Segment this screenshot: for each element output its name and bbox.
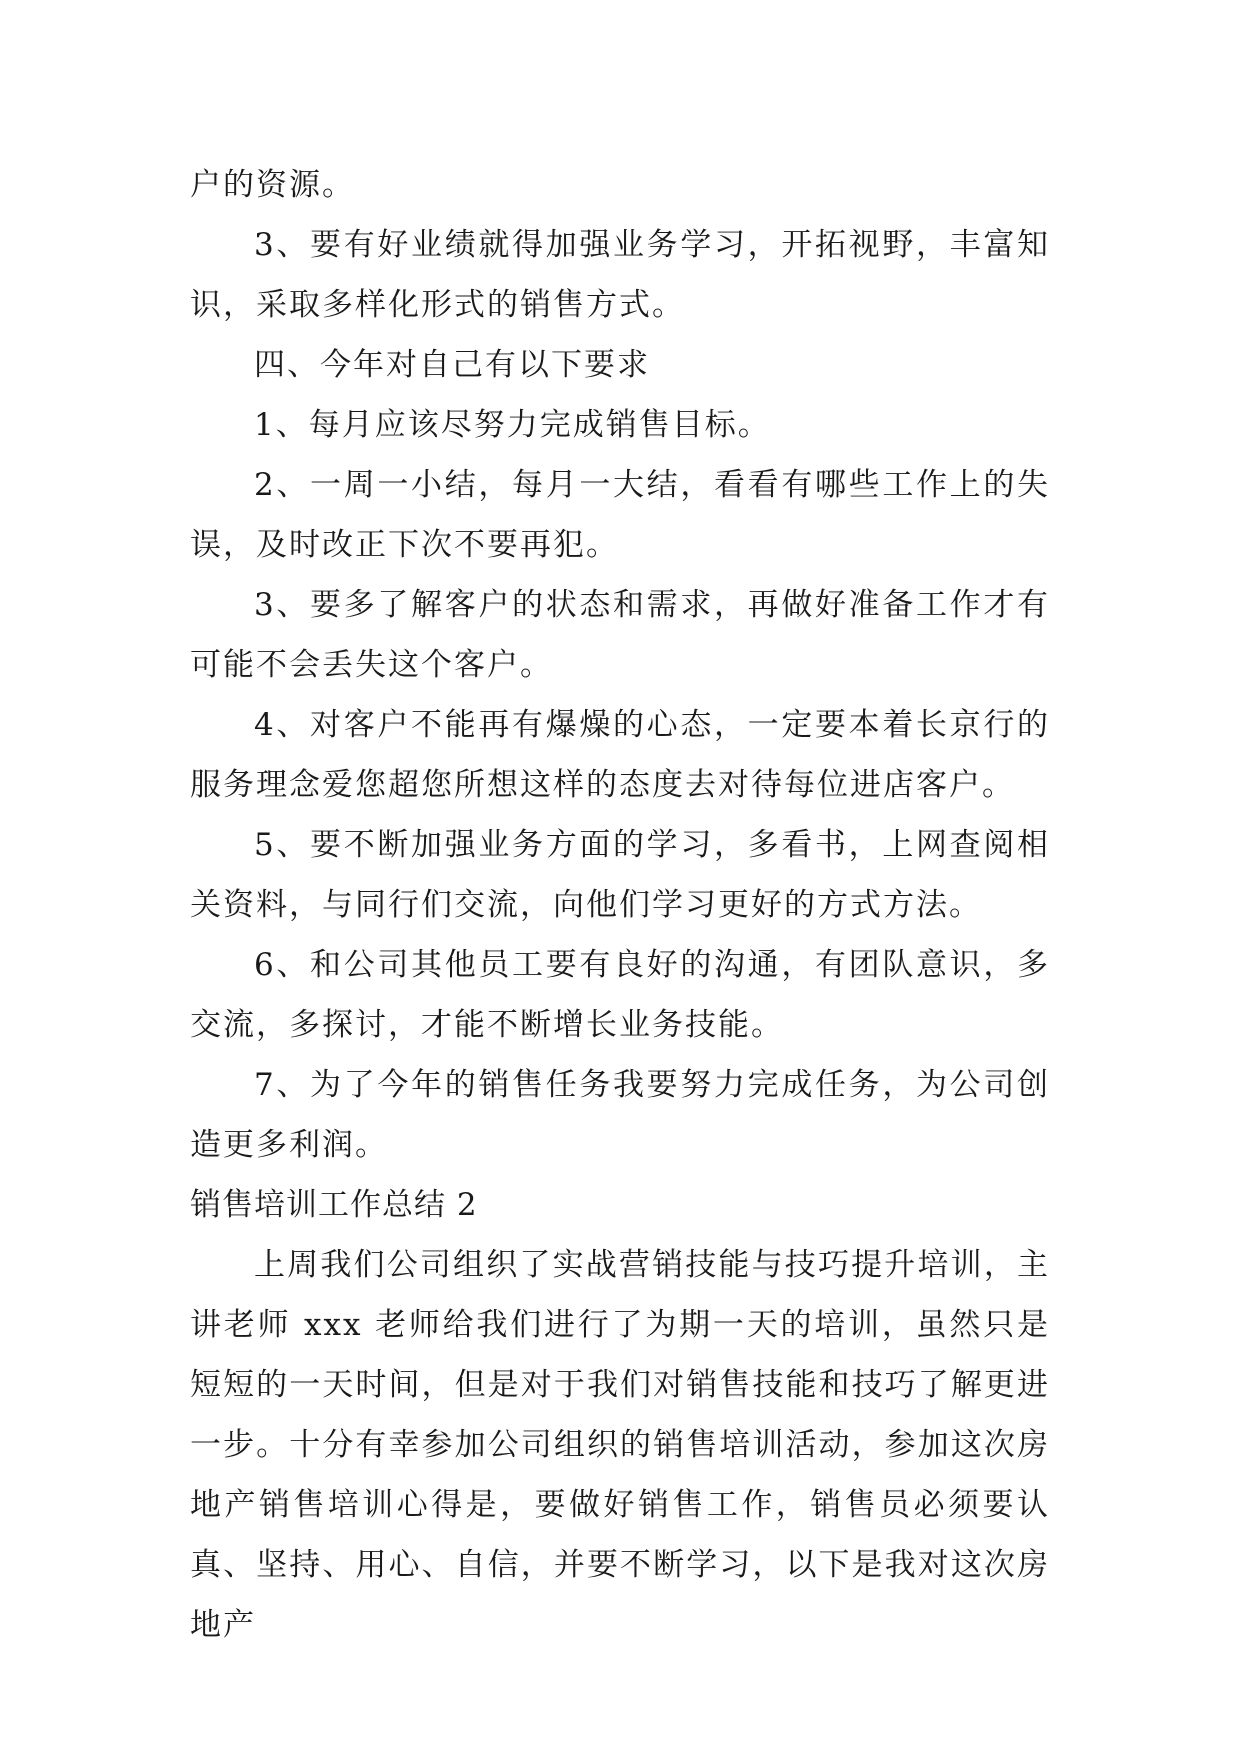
section-heading-four: 四、今年对自己有以下要求 — [254, 347, 650, 383]
paragraph-requirement-4: 4、对客户不能再有爆燥的心态，一定要本着长京行的服务理念爱您超您所想这样的态度去对待每位进店客户。 — [190, 707, 1050, 803]
paragraph-requirement-3: 3、要多了解客户的状态和需求，再做好准备工作才有可能不会丢失这个客户。 — [190, 587, 1050, 683]
paragraph-training-intro: 上周我们公司组织了实战营销技能与技巧提升培训，主讲老师 xxx 老师给我们进行了为期一天的培训，虽然只是短短的一天时间，但是对于我们对销售技能和技巧了解更进一步。十分有幸参加公司组织的销售培训活动，参加这次房地产销售培训心得是，要做好销售工作，销售员必须要认真、坚持、用心、自信，并要不断学习，以下是我对这次房地产 — [190, 1247, 1050, 1643]
document-body — [190, 155, 1050, 1655]
paragraph-requirement-5: 5、要不断加强业务方面的学习，多看书，上网查阅相关资料，与同行们交流，向他们学习更好的方式方法。 — [190, 827, 1050, 923]
paragraph-requirement-6: 6、和公司其他员工要有良好的沟通，有团队意识，多交流，多探讨，才能不断增长业务技能。 — [190, 947, 1050, 1043]
paragraph-requirement-2: 2、一周一小结，每月一大结，看看有哪些工作上的失误，及时改正下次不要再犯。 — [190, 467, 1050, 563]
paragraph-requirement-1: 1、每月应该尽努力完成销售目标。 — [254, 407, 771, 443]
paragraph-requirement-7: 7、为了今年的销售任务我要努力完成任务，为公司创造更多利润。 — [190, 1067, 1050, 1163]
article-title: 销售培训工作总结 2 — [190, 1187, 478, 1223]
paragraph-item-3-business-study: 3、要有好业绩就得加强业务学习，开拓视野，丰富知识，采取多样化形式的销售方式。 — [190, 227, 1050, 323]
paragraph-continuation: 户的资源。 — [190, 167, 355, 203]
